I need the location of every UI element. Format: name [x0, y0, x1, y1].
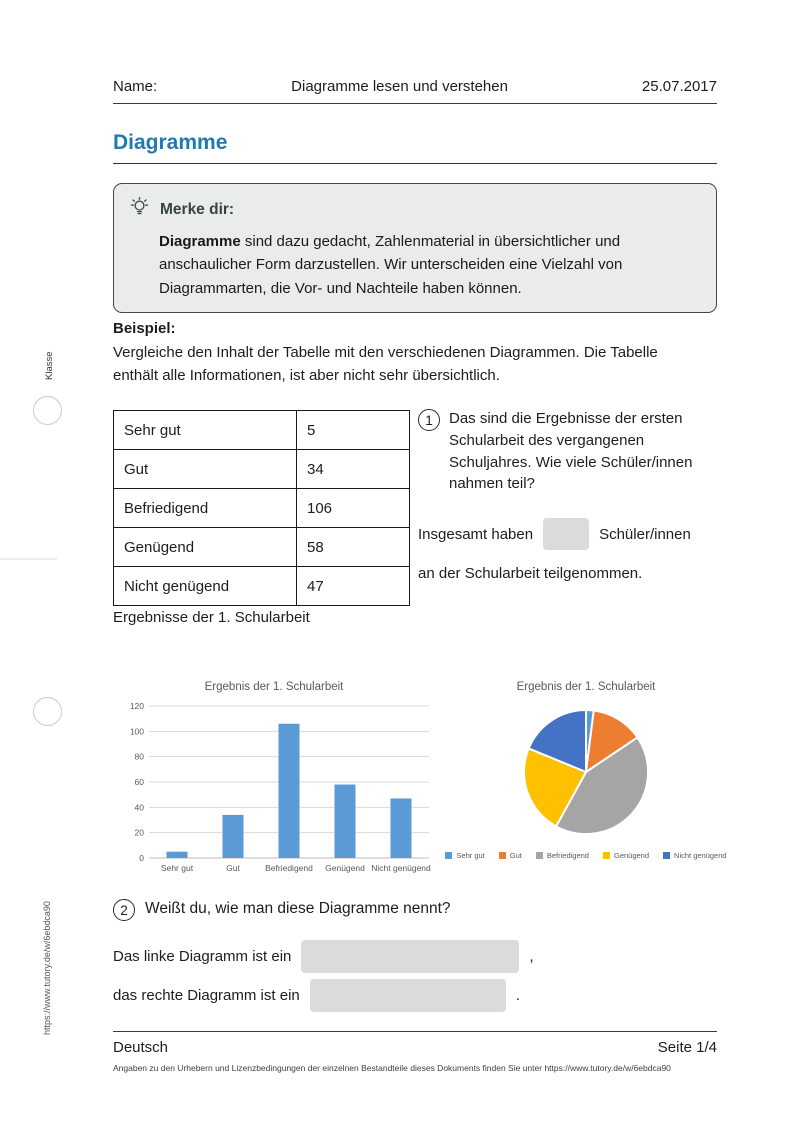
svg-text:Gut: Gut	[226, 863, 240, 873]
license-note: Angaben zu den Urhebern und Lizenzbedingungen der einzelnen Bestandteile dieses Dokuments finden Sie unter https://www.tutory.de/w/6ebdca90	[113, 1063, 671, 1073]
punch-hole	[33, 697, 62, 726]
svg-text:Nicht genügend: Nicht genügend	[371, 863, 431, 873]
table-row	[114, 489, 410, 528]
legend-swatch	[603, 852, 610, 859]
bar-chart	[113, 676, 435, 889]
punch-hole	[33, 396, 62, 425]
note-text	[159, 230, 687, 300]
pie-chart-plot	[440, 702, 732, 842]
pie-chart-legend	[440, 851, 732, 860]
line2-after-text: .	[515, 987, 520, 1004]
page-footer	[113, 1039, 717, 1056]
table-row	[114, 567, 410, 606]
legend-label: Gut	[509, 851, 522, 860]
question-1-fill-line2: an der Schularbeit teilgenommen.	[418, 565, 643, 582]
question-1-number: 1	[418, 409, 440, 431]
note-box	[113, 183, 717, 313]
svg-text:Sehr gut: Sehr gut	[160, 863, 194, 873]
line1-after-text: ,	[529, 948, 534, 965]
question-2	[113, 898, 451, 921]
table-row	[114, 528, 410, 567]
margin-url-label: https://www.tutory.de/w/6ebdca90	[42, 901, 52, 1035]
fold-mark	[0, 558, 57, 560]
klasse-margin-label: Klasse	[44, 351, 55, 380]
answer-blank-left-diagram[interactable]	[301, 940, 519, 973]
grade-count-cell: 58	[297, 528, 410, 567]
question-1	[418, 408, 720, 495]
legend-swatch	[536, 852, 543, 859]
table-row	[114, 450, 410, 489]
page-header	[113, 78, 717, 95]
svg-text:0: 0	[139, 853, 144, 863]
document-title: Diagramme lesen und verstehen	[291, 78, 508, 95]
line2-before-text: das rechte Diagramm ist ein	[113, 987, 300, 1004]
example-text: Vergleiche den Inhalt der Tabelle mit den verschiedenen Diagrammen. Die Tabelle enthält alle Informationen, ist aber nicht sehr übersichtlich.	[113, 344, 658, 384]
question-2-text: Weißt du, wie man diese Diagramme nennt?	[145, 900, 451, 917]
legend-swatch	[663, 852, 670, 859]
svg-text:60: 60	[134, 777, 144, 787]
question-1-fill-line	[418, 518, 691, 550]
question-1-text: Das sind die Ergebnisse der ersten Schularbeit des vergangenen Schuljahres. Wie viele Schüler/innen nahmen teil?	[449, 410, 693, 493]
legend-label: Befriedigend	[546, 851, 589, 860]
answer-blank-right-diagram[interactable]	[310, 979, 506, 1012]
date-label: 25.07.2017	[641, 78, 717, 95]
legend-label: Nicht genügend	[674, 851, 727, 860]
section-heading: Diagramme	[113, 131, 228, 154]
bar-chart-title: Ergebnis der 1. Schularbeit	[204, 681, 344, 693]
grade-count-cell: 47	[297, 567, 410, 606]
header-divider	[113, 103, 717, 104]
grade-label-cell: Befriedigend	[114, 489, 297, 528]
legend-item	[536, 851, 589, 860]
table-caption: Ergebnisse der 1. Schularbeit	[113, 609, 310, 626]
grade-count-cell: 5	[297, 411, 410, 450]
grade-label-cell: Sehr gut	[114, 411, 297, 450]
svg-text:80: 80	[134, 751, 144, 762]
note-title: Merke dir:	[160, 201, 235, 218]
fill-after-text: Schüler/innen	[599, 525, 691, 543]
legend-item	[663, 851, 727, 860]
question-2-fill-line1	[113, 940, 534, 973]
answer-blank-total[interactable]	[543, 518, 589, 550]
grade-count-cell: 34	[297, 450, 410, 489]
fill-before-text: Insgesamt haben	[418, 525, 534, 543]
line1-before-text: Das linke Diagramm ist ein	[113, 948, 292, 965]
grade-table	[113, 410, 410, 606]
example-label: Beispiel:	[113, 320, 176, 337]
pie-chart	[440, 676, 732, 860]
legend-item	[603, 851, 649, 860]
footer-divider	[113, 1031, 717, 1032]
legend-label: Genügend	[613, 851, 650, 860]
legend-swatch	[499, 852, 506, 859]
svg-text:100: 100	[129, 726, 144, 737]
page-number: Seite 1/4	[657, 1039, 717, 1056]
grade-label-cell: Gut	[114, 450, 297, 489]
note-bold-lead: Diagramme	[159, 233, 241, 250]
grade-count-cell: 106	[297, 489, 410, 528]
bar-chart-plot	[113, 702, 435, 884]
heading-divider	[113, 163, 717, 164]
legend-item	[499, 851, 522, 860]
legend-label: Sehr gut	[456, 851, 485, 860]
svg-text:120: 120	[129, 702, 144, 711]
grade-label-cell: Nicht genügend	[114, 567, 297, 606]
name-label: Name:	[113, 78, 158, 95]
svg-text:Befriedigend: Befriedigend	[265, 863, 313, 873]
legend-swatch	[445, 852, 452, 859]
grade-label-cell: Genügend	[114, 528, 297, 567]
pie-chart-title: Ergebnis der 1. Schularbeit	[516, 681, 656, 693]
question-2-number: 2	[113, 899, 135, 921]
svg-text:20: 20	[134, 827, 144, 838]
note-text-rest: sind dazu gedacht, Zahlenmaterial in übersichtlicher und anschaulicher Form darzustellen. Wir unterscheiden eine Vielzahl von Diagrammarten, die Vor- und Nachteile haben können.	[159, 233, 623, 297]
lightbulb-icon	[128, 196, 151, 224]
svg-text:40: 40	[134, 802, 144, 813]
question-2-fill-line2	[113, 979, 520, 1012]
subject-label: Deutsch	[113, 1039, 169, 1056]
legend-item	[445, 851, 484, 860]
svg-text:Genügend: Genügend	[325, 863, 365, 873]
table-row	[114, 411, 410, 450]
